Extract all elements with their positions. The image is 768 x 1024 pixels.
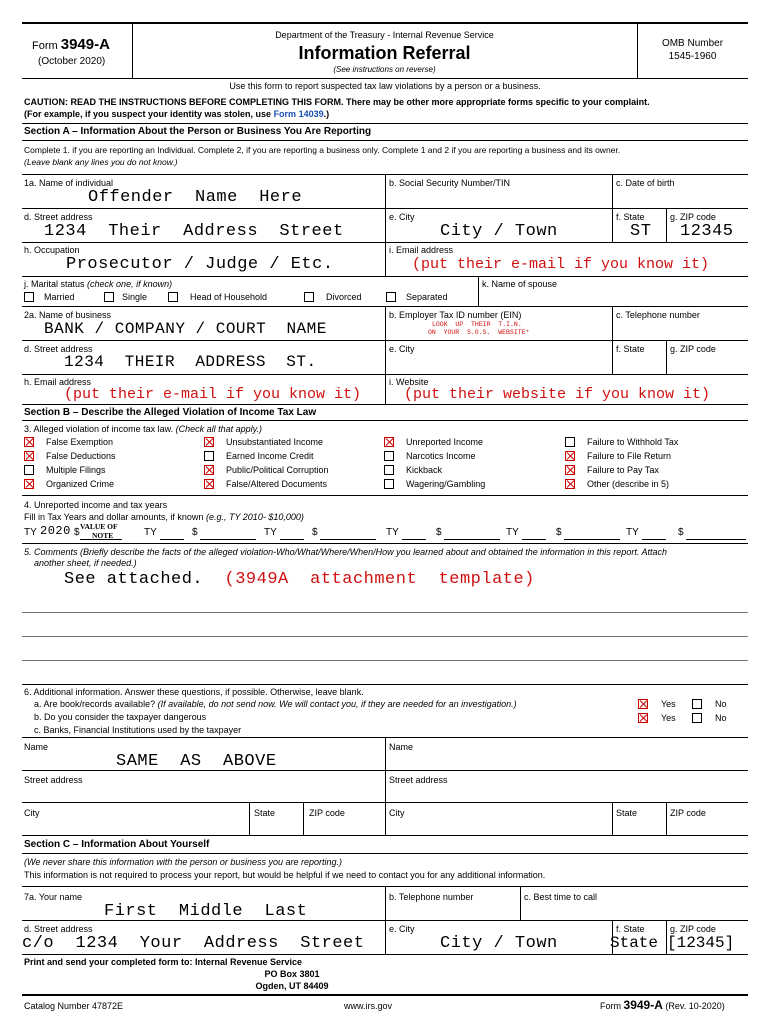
q6b-label: b. Do you consider the taxpayer dangerous xyxy=(34,712,207,722)
form-14039-link[interactable]: Form 14039 xyxy=(273,109,324,119)
amount-line[interactable] xyxy=(686,539,746,540)
bank2-state-label: State xyxy=(616,808,638,818)
col-divider xyxy=(249,802,250,835)
bank2-street-label: Street address xyxy=(389,775,448,785)
bank1-state-label: State xyxy=(254,808,276,818)
violation-label: Earned Income Credit xyxy=(226,451,314,461)
q6a-label: a. Are book/records available? (If available, do not send now. We will contact you, if they are needed for an investigation.) xyxy=(34,699,517,709)
dollar-sign: $ xyxy=(192,527,198,538)
col-divider xyxy=(666,208,667,242)
violation-label: Narcotics Income xyxy=(406,451,476,461)
section-a-leave-blank: (Leave blank any lines you do not know.) xyxy=(24,157,178,167)
business-email-field[interactable]: (put their e-mail if you know it) xyxy=(64,386,362,403)
q6c-label: c. Banks, Financial Institutions used by the taxpayer xyxy=(34,725,242,735)
label-dob: c. Date of birth xyxy=(616,178,675,188)
label-city: e. City xyxy=(389,212,415,222)
header-top-rule xyxy=(22,22,748,24)
violation-label: False Exemption xyxy=(46,437,114,447)
yes-label: Yes xyxy=(661,699,676,709)
violation-label: False/Altered Documents xyxy=(226,479,328,489)
bank1-city-label: City xyxy=(24,808,40,818)
rule xyxy=(22,802,748,803)
q4-hint: Fill in Tax Years and dollar amounts, if known (e.g., TY 2010- $10,000) xyxy=(24,512,304,522)
ty-year-field[interactable]: 2020 xyxy=(40,524,71,538)
q5-label-2: another sheet, if needed.) xyxy=(34,558,137,568)
col-divider xyxy=(612,208,613,242)
label-best-time: c. Best time to call xyxy=(524,892,598,902)
q6b-yes-checkbox[interactable] xyxy=(638,713,648,723)
bank1-street-label: Street address xyxy=(24,775,83,785)
col-divider xyxy=(612,340,613,374)
bank1-zip-label: ZIP code xyxy=(309,808,345,818)
business-street-field[interactable]: 1234 THEIR ADDRESS ST. xyxy=(64,353,317,371)
label-city2: e. City xyxy=(389,344,415,354)
label-zip: g. ZIP code xyxy=(670,212,716,222)
year-line[interactable] xyxy=(402,539,426,540)
rule xyxy=(22,853,748,854)
bank2-name-label: Name xyxy=(389,742,414,752)
violation-checkbox[interactable] xyxy=(24,465,34,475)
violation-label: Failure to File Return xyxy=(587,451,672,461)
q5-label: 5. Comments (Briefly describe the facts of the alleged violation-Who/What/Where/When/How you learned about and obtained the information in this report. Attach xyxy=(24,547,667,557)
your-zip-field[interactable]: [12345] xyxy=(667,934,735,952)
no-label: No xyxy=(715,713,727,723)
col-divider xyxy=(385,174,386,208)
violation-checkbox[interactable] xyxy=(384,451,394,461)
your-city-field[interactable]: City / Town xyxy=(440,934,558,953)
violation-label: Wagering/Gambling xyxy=(406,479,486,489)
street-field[interactable]: 1234 Their Address Street xyxy=(44,222,344,241)
mailing-line1: Print and send your completed form to: Internal Revenue Service xyxy=(24,957,303,967)
comment-line xyxy=(22,612,748,613)
col-divider xyxy=(666,802,667,835)
year-line[interactable] xyxy=(642,539,666,540)
marital-single-checkbox[interactable] xyxy=(104,292,114,302)
violation-checkbox[interactable] xyxy=(24,479,34,489)
example-line: (For example, if you suspect your identity was stolen, use Form 14039.) xyxy=(24,109,330,119)
amount-line[interactable] xyxy=(200,539,256,540)
mailing-line2: PO Box 3801 xyxy=(264,969,320,979)
q3-label: 3. Alleged violation of income tax law. (Check all that apply.) xyxy=(24,424,262,434)
section-c-note2: This information is not required to process your report, but would be helpful if we need to contact you for any additional information. xyxy=(24,870,546,880)
yes-label: Yes xyxy=(661,713,676,723)
city-field[interactable]: City / Town xyxy=(440,222,558,241)
label-occupation: h. Occupation xyxy=(24,245,80,255)
ty-value-note-2: NOTE xyxy=(92,531,114,540)
violation-checkbox[interactable] xyxy=(24,437,34,447)
dollar-sign: $ xyxy=(678,527,684,538)
label-spouse: k. Name of spouse xyxy=(482,279,558,289)
violation-label: Multiple Filings xyxy=(46,465,106,475)
label-website: i. Website xyxy=(389,377,429,387)
ty-label: TY xyxy=(386,527,399,538)
label-street: d. Street address xyxy=(24,212,93,222)
year-line[interactable] xyxy=(160,539,184,540)
section-a-heading: Section A – Information About the Person or Business You Are Reporting xyxy=(24,126,372,137)
omb-number: 1545-1960 xyxy=(668,51,717,62)
label-your-state: f. State xyxy=(616,924,645,934)
q4-label: 4. Unreported income and tax years xyxy=(24,500,168,510)
header-divider-right xyxy=(637,22,638,78)
your-street-field[interactable]: c/o 1234 Your Address Street xyxy=(22,934,365,953)
violation-checkbox[interactable] xyxy=(565,479,575,489)
section-b-heading: Section B – Describe the Alleged Violation of Income Tax Law xyxy=(24,407,317,418)
label-ssn: b. Social Security Number/TIN xyxy=(389,178,511,188)
ty-value-note-1: VALUE OF xyxy=(80,522,118,531)
marital-divorced-checkbox[interactable] xyxy=(304,292,314,302)
col-divider xyxy=(385,208,386,242)
ty-label: TY xyxy=(626,527,639,538)
col-divider xyxy=(612,306,613,340)
label-your-name: 7a. Your name xyxy=(24,892,83,902)
agency: Department of the Treasury - Internal Revenue Service xyxy=(275,30,494,40)
zip-field[interactable]: 12345 xyxy=(680,222,734,241)
dollar-sign: $ xyxy=(556,527,562,538)
omb-label: OMB Number xyxy=(661,38,724,49)
occupation-field[interactable]: Prosecutor / Judge / Etc. xyxy=(66,255,334,274)
year-line[interactable] xyxy=(280,539,304,540)
marital-option: Divorced xyxy=(326,292,362,302)
ein-note-line2: ON YOUR S.O.S. WEBSITE* xyxy=(428,329,530,336)
label-marital: j. Marital status (check one, if known) xyxy=(24,279,173,289)
name-individual-field[interactable]: Offender Name Here xyxy=(88,188,303,207)
header-bottom-rule xyxy=(22,78,748,79)
comments-field[interactable]: See attached. (3949A attachment template) xyxy=(64,570,535,589)
ty-label: TY xyxy=(24,527,37,538)
violation-label: Public/Political Corruption xyxy=(226,465,329,475)
violation-checkbox[interactable] xyxy=(24,451,34,461)
violation-checkbox[interactable] xyxy=(204,437,214,447)
amount-line xyxy=(80,539,122,540)
col-divider xyxy=(385,374,386,404)
rule xyxy=(22,770,748,771)
dollar-sign: $ xyxy=(312,527,318,538)
label-ein: b. Employer Tax ID number (EIN) xyxy=(389,310,522,320)
col-divider xyxy=(385,242,386,276)
violation-checkbox[interactable] xyxy=(384,437,394,447)
amount-line[interactable] xyxy=(444,539,500,540)
ty-label: TY xyxy=(144,527,157,538)
col-divider xyxy=(385,737,386,835)
col-divider xyxy=(612,174,613,208)
label-state2: f. State xyxy=(616,344,645,354)
violation-checkbox[interactable] xyxy=(204,479,214,489)
form-id: Form 3949-A xyxy=(32,36,110,53)
bank1-name-label: Name xyxy=(24,742,49,752)
col-divider xyxy=(666,340,667,374)
label-name-individual: 1a. Name of individual xyxy=(24,178,114,188)
form-edition: (October 2020) xyxy=(38,56,106,67)
your-name-field[interactable]: First Middle Last xyxy=(104,902,308,921)
section-a-instruction: Complete 1. if you are reporting an Individual. Complete 2, if you are reporting a business only. Complete 1 and 2 if you are reporting a business and its owner. xyxy=(24,145,621,155)
label-state: f. State xyxy=(616,212,645,222)
col-divider xyxy=(385,886,386,920)
label-your-city: e. City xyxy=(389,924,415,934)
comment-line xyxy=(22,660,748,661)
amount-line[interactable] xyxy=(564,539,620,540)
marital-option: Single xyxy=(122,292,148,302)
label-email: i. Email address xyxy=(389,245,454,255)
rule xyxy=(22,420,748,421)
amount-line[interactable] xyxy=(320,539,376,540)
violation-label: Failure to Pay Tax xyxy=(587,465,659,475)
violation-checkbox[interactable] xyxy=(204,465,214,475)
col-divider xyxy=(303,802,304,835)
section-c-heading: Section C – Information About Yourself xyxy=(24,839,210,850)
rule xyxy=(22,140,748,141)
violation-checkbox[interactable] xyxy=(384,479,394,489)
form-title: Information Referral xyxy=(298,43,471,63)
business-name-field[interactable]: BANK / COMPANY / COURT NAME xyxy=(44,320,327,338)
label-your-street: d. Street address xyxy=(24,924,93,934)
violation-checkbox[interactable] xyxy=(384,465,394,475)
violation-label: Failure to Withhold Tax xyxy=(587,437,679,447)
label-telephone: c. Telephone number xyxy=(616,310,700,320)
see-instructions: (See instructions on reverse) xyxy=(333,65,436,74)
q6b-no-checkbox[interactable] xyxy=(692,713,702,723)
footer-rule xyxy=(22,994,748,996)
rule xyxy=(22,543,748,544)
dollar-sign: $ xyxy=(74,527,80,538)
violation-checkbox[interactable] xyxy=(565,465,575,475)
violation-label: Unreported Income xyxy=(406,437,484,447)
ein-note-line1: LOOK UP THEIR T.I.N. xyxy=(432,321,522,328)
bank1-name-field[interactable]: SAME AS ABOVE xyxy=(116,752,277,771)
footer-form-id: Form 3949-A (Rev. 10-2020) xyxy=(600,998,725,1012)
marital-option: Head of Household xyxy=(190,292,268,302)
q6a-yes-checkbox[interactable] xyxy=(638,699,648,709)
comment-line xyxy=(22,636,748,637)
label-email2: h. Email address xyxy=(24,377,92,387)
marital-option: Separated xyxy=(406,292,448,302)
q6-label: 6. Additional information. Answer these questions, if possible. Otherwise, leave blank. xyxy=(24,687,364,697)
your-state-field[interactable]: State xyxy=(610,934,659,952)
website-field[interactable]: (put their website if you know it) xyxy=(404,386,711,403)
rule xyxy=(22,276,748,277)
col-divider xyxy=(385,306,386,340)
violation-checkbox[interactable] xyxy=(204,451,214,461)
label-your-telephone: b. Telephone number xyxy=(389,892,474,902)
marital-separated-checkbox[interactable] xyxy=(386,292,396,302)
col-divider xyxy=(385,340,386,374)
bank2-zip-label: ZIP code xyxy=(670,808,706,818)
mailing-line3: Ogden, UT 84409 xyxy=(255,981,329,991)
rule xyxy=(22,495,748,496)
email-field[interactable]: (put their e-mail if you know it) xyxy=(412,256,710,273)
violation-label: Kickback xyxy=(406,465,443,475)
violation-label: Organized Crime xyxy=(46,479,115,489)
irs-website[interactable]: www.irs.gov xyxy=(344,1001,393,1011)
rule xyxy=(22,684,748,685)
section-c-note: (We never share this information with the person or business you are reporting.) xyxy=(24,857,342,867)
marital-option: Married xyxy=(44,292,75,302)
col-divider xyxy=(520,886,521,920)
col-divider xyxy=(478,276,479,306)
catalog-number: Catalog Number 47872E xyxy=(24,1001,124,1011)
col-divider xyxy=(385,920,386,954)
label-street2: d. Street address xyxy=(24,344,93,354)
dollar-sign: $ xyxy=(436,527,442,538)
violation-label: False Deductions xyxy=(46,451,116,461)
rule xyxy=(22,954,748,955)
ty-label: TY xyxy=(264,527,277,538)
violation-checkbox[interactable] xyxy=(565,437,575,447)
label-your-zip: g. ZIP code xyxy=(670,924,716,934)
no-label: No xyxy=(715,699,727,709)
violation-checkbox[interactable] xyxy=(565,451,575,461)
col-divider xyxy=(612,802,613,835)
bank2-city-label: City xyxy=(389,808,405,818)
marital-hoh-checkbox[interactable] xyxy=(168,292,178,302)
caution: CAUTION: READ THE INSTRUCTIONS BEFORE COMPLETING THIS FORM. There may be other more appropriate forms specific to your complaint. xyxy=(24,97,650,107)
marital-married-checkbox[interactable] xyxy=(24,292,34,302)
ty-label: TY xyxy=(506,527,519,538)
q6a-no-checkbox[interactable] xyxy=(692,699,702,709)
violation-label: Other (describe in 5) xyxy=(587,479,670,489)
label-name-business: 2a. Name of business xyxy=(24,310,112,320)
year-line[interactable] xyxy=(522,539,546,540)
state-field[interactable]: ST xyxy=(630,222,652,241)
label-zip2: g. ZIP code xyxy=(670,344,716,354)
violation-label: Unsubstantiated Income xyxy=(226,437,324,447)
use-line: Use this form to report suspected tax law violations by a person or a business. xyxy=(229,81,541,91)
rule xyxy=(22,835,748,836)
